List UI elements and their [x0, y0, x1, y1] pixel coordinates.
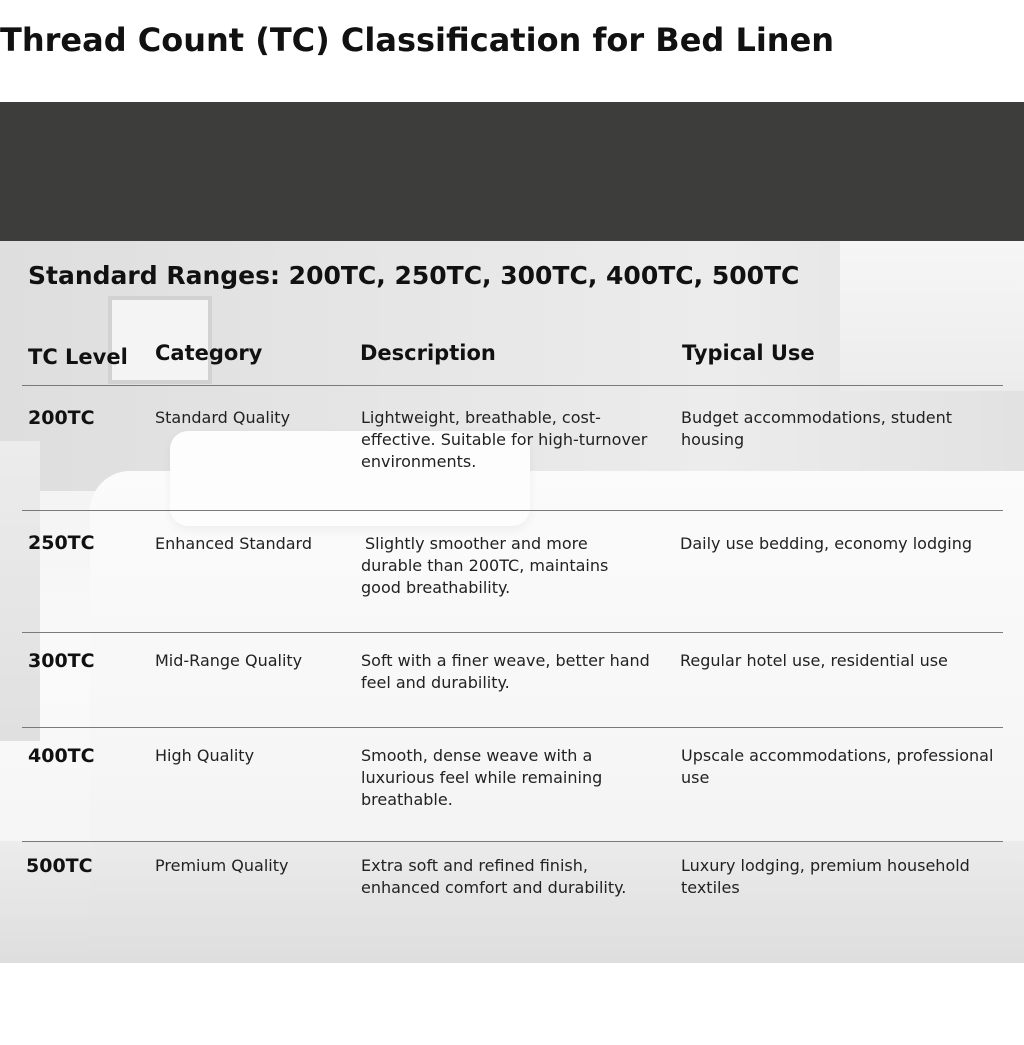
photo-window: [840, 241, 1024, 391]
header-typical-use: Typical Use: [682, 341, 815, 366]
row-typical-use: Luxury lodging, premium household textiles: [681, 856, 970, 898]
header-category: Category: [155, 341, 263, 366]
row-typical-use: Daily use bedding, economy lodging: [680, 534, 972, 554]
row-tc-level: 500TC: [26, 855, 93, 878]
row-category: Premium Quality: [155, 856, 289, 876]
table-divider: [22, 632, 1003, 633]
row-description: Lightweight, breathable, cost-effective. Suitable for high-turnover environments.: [361, 408, 648, 472]
row-tc-level: 300TC: [28, 650, 95, 673]
row-description: Soft with a finer weave, better hand feel and durability.: [361, 651, 650, 693]
row-description: Extra soft and refined finish, enhanced comfort and durability.: [361, 856, 627, 898]
row-category: Enhanced Standard: [155, 534, 313, 554]
row-category: Standard Quality: [155, 408, 291, 428]
standard-ranges-subtitle: Standard Ranges: 200TC, 250TC, 300TC, 400TC, 500TC: [28, 261, 800, 291]
row-tc-level: 250TC: [28, 532, 95, 555]
title-banner: [0, 102, 1024, 241]
row-typical-use: Regular hotel use, residential use: [680, 651, 948, 671]
row-tc-level: 400TC: [28, 745, 95, 768]
row-category: Mid-Range Quality: [155, 651, 303, 671]
table-divider: [22, 727, 1003, 728]
row-typical-use: Budget accommodations, student housing: [681, 408, 953, 450]
page-title: Thread Count (TC) Classification for Bed Linen: [0, 21, 835, 60]
header-tc-level: TC Level: [28, 345, 128, 370]
table-divider: [22, 510, 1003, 511]
row-tc-level: 200TC: [28, 407, 95, 430]
row-description: Smooth, dense weave with a luxurious feel while remaining breathable.: [361, 746, 603, 810]
table-divider: [22, 841, 1003, 842]
photo-wall-frame: [108, 296, 212, 384]
row-category: High Quality: [155, 746, 255, 766]
table-divider: [22, 385, 1003, 386]
header-description: Description: [360, 341, 496, 366]
photo-lamp: [0, 441, 40, 741]
row-typical-use: Upscale accommodations, professional use: [681, 746, 994, 788]
row-description: Slightly smoother and more durable than 200TC, maintains good breathability.: [361, 534, 609, 598]
